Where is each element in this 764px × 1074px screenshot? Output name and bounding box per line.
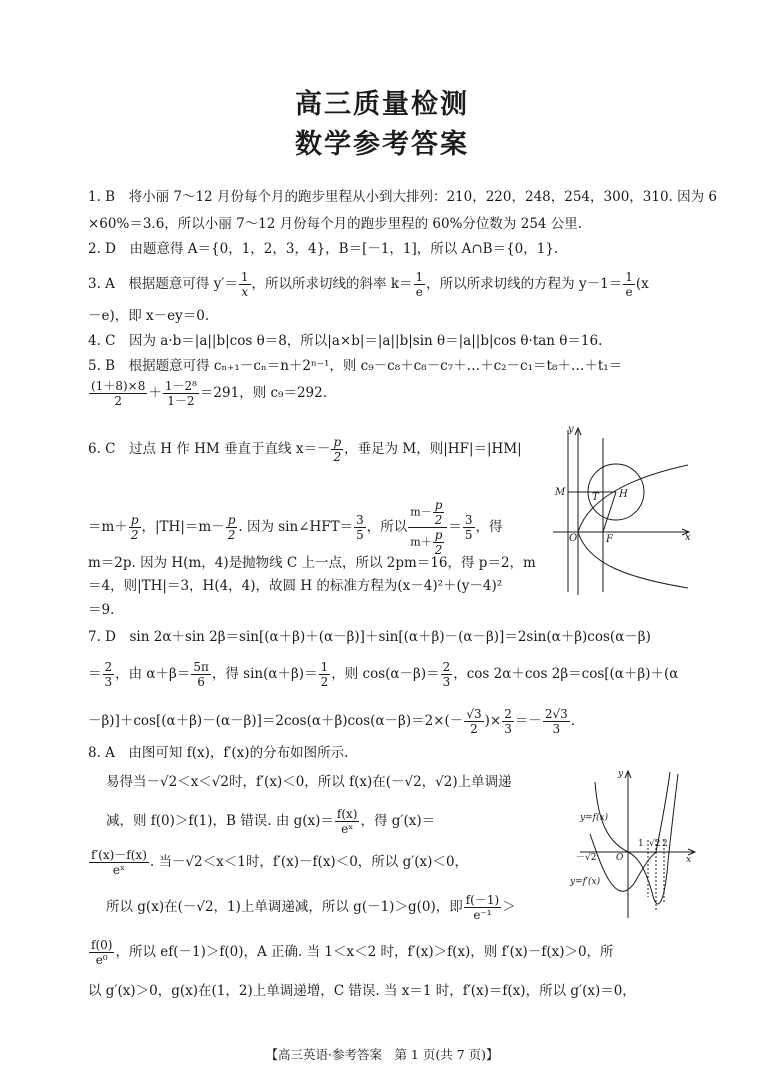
q3-c: ，所以所求切线的方程为 y－1＝ <box>426 276 623 292</box>
q5-plus: ＋ <box>148 385 162 401</box>
q8-3a: 减，则 f(0)＞f(1)，B 错误. 由 g(x)＝ <box>106 813 334 829</box>
q6-fig-T: T <box>592 492 599 503</box>
q3-f1n: 1 <box>240 270 249 284</box>
q5-f2d: 1－2 <box>167 394 195 408</box>
q8-curve-fprime <box>590 772 670 891</box>
q5-frac1 <box>89 379 147 408</box>
q7-fs3n: √3 <box>466 707 482 721</box>
q8-5b: ＞ <box>502 899 516 915</box>
q7-f23n2: 2 <box>442 660 451 674</box>
q1-line2: ×60%＝3.6，所以小丽 7～12 月份每个月的跑步里程的 60%分位数为 254 公里. <box>88 216 583 232</box>
q6-f35n2: 3 <box>464 513 473 527</box>
q7-f12n: 1 <box>320 660 329 674</box>
q6-a: 6. C 过点 H 作 HM 垂直于直线 x＝－ <box>88 441 331 457</box>
q6-fig-M: M <box>555 487 566 498</box>
q7-frac-2s3 <box>543 707 570 736</box>
q6-frac-p2b <box>129 513 141 542</box>
q7-f23d2: 3 <box>442 675 451 689</box>
q7-c: ，得 sin(α＋β)＝ <box>211 666 318 682</box>
q7-frac23a <box>103 660 115 689</box>
q7-frac12 <box>319 660 331 689</box>
q7-f5pn: 5π <box>193 660 209 674</box>
q6-f35n: 3 <box>356 513 364 527</box>
q8-line2: 易得当－√2＜x＜√2时，f′(x)＜0，所以 f(x)在(－√2，√2)上单调递 <box>106 774 512 790</box>
q3-f2d: e <box>415 285 423 299</box>
q6-small2 <box>433 528 445 557</box>
q7-b: ，由 α＋β＝ <box>115 666 191 682</box>
q6-frac35b <box>463 513 475 542</box>
q6-small1 <box>433 498 445 527</box>
q7-f2s3d: 3 <box>552 722 561 736</box>
q7-f2s3n: 2√3 <box>544 707 568 721</box>
q7-frac23b <box>441 660 453 689</box>
q6-fpd: 2 <box>333 450 342 464</box>
q8-4b: . 当－√2＜x＜1时，f′(x)－f(x)＜0，所以 g′(x)＜0， <box>149 854 469 870</box>
q8-fm1n: f(－1) <box>465 893 500 907</box>
q8-line6 <box>88 938 614 967</box>
page-footer: 【高三英语·参考答案 第 1 页(共 7 页)】 <box>265 1047 499 1062</box>
q3-line2: －e)，即 x－ey＝0. <box>88 308 210 324</box>
q5-tail: ＝291，则 c₉＝292. <box>199 385 328 401</box>
q6-fig-x: x <box>685 532 691 543</box>
q5-line2 <box>88 379 327 408</box>
q6-d: ，|TH|＝m－ <box>141 519 225 535</box>
q6-parabola-lower <box>578 532 688 588</box>
q5-f2n: 1－2⁸ <box>164 379 197 393</box>
q3-frac2 <box>414 270 426 299</box>
q8-gpn: f′(x)－f(x) <box>91 848 147 862</box>
q7-e: ，cos 2α＋cos 2β＝cos[(α＋β)＋(α <box>453 666 679 682</box>
q7-frac23c <box>502 707 514 736</box>
q4-line1: 4. C 因为 a·b＝|a||b|cos θ＝8，所以|a×b|＝|a||b|sin θ＝|a||b|cos θ·tan θ＝16. <box>88 333 603 349</box>
q8-5a: 所以 g(x)在(－√2，1)上单调递减，所以 g(－1)＞g(0)，即 <box>106 899 463 915</box>
q3-frac3 <box>623 270 635 299</box>
q7-fs3d: 2 <box>470 722 478 736</box>
q5-frac2 <box>163 379 199 408</box>
q6-fig-O: O <box>569 533 578 544</box>
q7-frac-s3 <box>464 707 483 736</box>
q7-3a: －β)]＋cos[(α＋β)－(α－β)]＝2cos(α＋β)cos(α－β)＝2×(－ <box>88 713 464 729</box>
q7-line1: 7. D sin 2α＋sin 2β＝sin[(α＋β)＋(α－β)]＋sin[(α＋β)－(α－β)]＝2sin(α＋β)cos(α－β) <box>88 629 651 645</box>
q8-fig-O: O <box>616 853 624 863</box>
q6-j: ，得 <box>475 519 503 535</box>
q7-f23d: 3 <box>104 675 113 689</box>
q7-3c: ＝－ <box>514 713 542 729</box>
q3-f2n: 1 <box>415 270 424 284</box>
q7-d: ，则 cos(α－β)＝ <box>331 666 440 682</box>
q6-s2d: 2 <box>434 543 443 557</box>
q6-frac35a <box>354 513 366 542</box>
q6-h2n: m＋ <box>410 535 432 549</box>
q8-line7: 以 g′(x)＞0，g(x)在(1，2)上单调递增，C 错误. 当 x＝1 时，f′(x)＝f(x)，所以 g′(x)＝0， <box>88 983 636 999</box>
q8-frac-f0 <box>89 938 114 967</box>
q8-frac-fm1 <box>464 893 501 922</box>
q6-fpd3: 2 <box>227 528 236 542</box>
q6-s2n: p <box>434 528 443 542</box>
q6-b: ，垂足为 M，则|HF|＝|HM| <box>344 441 522 457</box>
q5-f1d: 2 <box>114 394 122 408</box>
q6-fpd2: 2 <box>130 528 139 542</box>
q8-f0n: f(0) <box>91 938 113 952</box>
q8-line1: 8. A 由图可知 f(x)，f′(x)的分布如图所示. <box>88 745 349 761</box>
q8-fm1d: e⁻¹ <box>473 908 492 922</box>
q8-fig-1: 1 <box>638 839 644 849</box>
q6-e: . 因为 sin∠HFT＝ <box>238 519 354 535</box>
q3-f3n: 1 <box>625 270 633 284</box>
q7-f23d3: 3 <box>504 722 512 736</box>
q8-3b: ，得 g′(x)＝ <box>360 813 436 829</box>
q8-fig-yf: y=f(x) <box>580 813 609 823</box>
q7-3b: )× <box>484 713 502 729</box>
q3-a: 3. A 根据题意可得 y′＝ <box>88 276 238 292</box>
q6-fig-H: H <box>619 489 628 500</box>
q6-f35d2: 5 <box>464 528 473 542</box>
q6-fpn: p <box>333 435 342 449</box>
q8-fig-s2: √2 <box>649 839 661 849</box>
q8-f0d: e⁰ <box>95 953 108 967</box>
q7-3d: . <box>570 713 576 729</box>
q7-a: ＝ <box>88 666 102 682</box>
q6-i: ＝ <box>448 519 462 535</box>
q6-frac-big <box>408 498 447 557</box>
q8-fig-2: 2 <box>662 839 668 849</box>
q8-6: ，所以 ef(－1)＞f(0)，A 正确. 当 1＜x＜2 时，f′(x)＞f(x)，则 f′(x)－f(x)＞0，所 <box>115 944 614 960</box>
q6-line4: ＝4，则|TH|＝3，H(4，4)，故圆 H 的标准方程为(x－4)²＋(y－4)² <box>88 578 503 594</box>
q1-line1: 1. B 将小丽 7～12 月份每个月的跑步里程从小到大排列：210，220，248，254，300，310. 因为 6 <box>88 189 718 205</box>
q7-line2 <box>88 660 678 689</box>
q8-fig-neg: －√2 <box>576 853 597 863</box>
q8-frac-gp <box>89 848 149 877</box>
q7-frac5p6 <box>191 660 211 689</box>
q3-line1 <box>88 270 649 299</box>
q3-frac1 <box>239 270 251 299</box>
q6-line2 <box>88 498 503 557</box>
q8-line5 <box>106 893 516 922</box>
q6-f35d: 5 <box>356 528 364 542</box>
q6-frac-p2a <box>331 435 343 464</box>
q6-fpn2: p <box>130 513 139 527</box>
q6-s1n: p <box>434 498 443 512</box>
q8-frac-g <box>335 807 360 836</box>
q6-h1n: m－ <box>410 505 432 519</box>
q8-line3 <box>106 807 435 836</box>
q7-f23n3: 2 <box>504 707 512 721</box>
q6-figure <box>548 420 696 598</box>
q8-line4 <box>88 848 468 877</box>
q6-big-den <box>408 528 447 557</box>
page-subtitle: 数学参考答案 <box>295 129 469 160</box>
q3-f1d: x <box>241 285 249 299</box>
q5-line1: 5. B 根据题意可得 cₙ₊₁－cₙ＝n＋2ⁿ⁻¹，则 c₉－c₈＋c₈－c₇＋…＋c₂－c₁＝t₈＋…＋t₁＝ <box>88 358 623 374</box>
q7-f12d: 2 <box>320 675 329 689</box>
q3-b: ，所以所求切线的斜率 k＝ <box>251 276 413 292</box>
q8-gfn: f(x) <box>336 807 358 821</box>
q8-gpd: eˣ <box>112 863 126 877</box>
q6-fig-y: y <box>568 424 574 435</box>
page-title: 高三质量检测 <box>295 89 469 120</box>
q8-fig-y: y <box>618 769 624 779</box>
q6-big-num <box>408 498 447 528</box>
q6-line5: ＝9. <box>88 602 115 618</box>
q6-c: ＝m＋ <box>88 519 128 535</box>
q2-line1: 2. D 由题意得 A＝{0，1，2，3，4}，B＝[－1，1]，所以 A∩B＝{0，1}. <box>88 241 559 257</box>
q6-line1 <box>88 435 522 464</box>
q8-gfd: eˣ <box>341 822 354 836</box>
q8-fig-x: x <box>686 855 692 865</box>
q5-f1n: (1＋8)×8 <box>91 379 146 393</box>
q6-s1d: 2 <box>434 513 443 527</box>
q8-figure <box>560 762 698 920</box>
q6-fig-F: F <box>606 534 613 545</box>
q6-g: ，所以 <box>366 519 408 535</box>
q7-line3 <box>88 707 575 736</box>
q6-line3: m＝2p. 因为 H(m，4)是抛物线 C 上一点，所以 2pm＝16，得 p＝2，m <box>88 555 536 571</box>
q8-fig-yfp: y=f′(x) <box>570 877 601 887</box>
q7-f5pd: 6 <box>197 675 205 689</box>
q3-d: (x <box>635 276 649 292</box>
q6-frac-p2c <box>226 513 238 542</box>
q7-f23n: 2 <box>104 660 113 674</box>
q6-segment-fh <box>603 492 616 532</box>
q6-fpn3: p <box>227 513 236 527</box>
q3-f3d: e <box>625 285 633 299</box>
